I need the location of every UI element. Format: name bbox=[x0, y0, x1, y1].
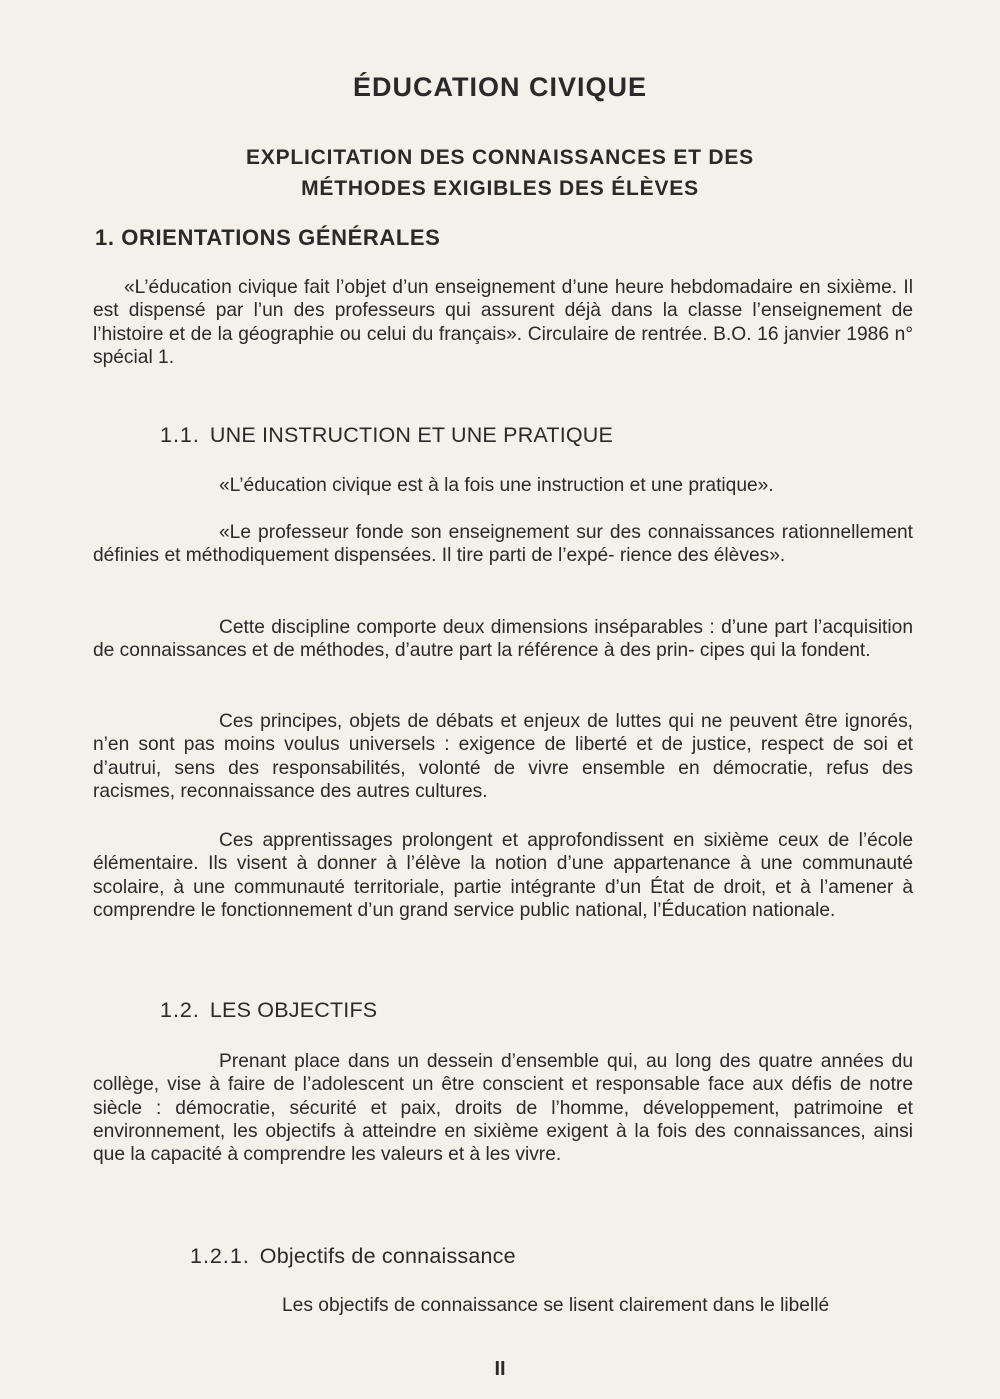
page-number: II bbox=[494, 1358, 506, 1380]
section-1-2-paragraph-1: Prenant place dans un dessein d’ensemble qui, au long des quatre années du collège, vise à faire de l’adolescent un être conscient et responsable face aux défis de notre siècle : démocratie, sécurité et paix, droits de l’homme, développement, patrimoine et environnement, les objectifs à atteindre en sixième exigent à la fois des connaissances, ainsi que la capacité à comprendre les valeurs et à les vivre. bbox=[93, 1051, 913, 1166]
section-1-1-paragraph-5: Ces apprentissages prolongent et approfondissent en sixième ceux de l’école élémentaire. Ils visent à donner à l’élève la notion d’une appartenance à une communauté scolaire, à une communauté territoriale, partie intégrante d’un État de droit, et à l’amener à comprendre le fonctionnement d’un grand service public national, l’Éducation nationale. bbox=[93, 830, 913, 921]
section-1-2-title: LES OBJECTIFS bbox=[209, 998, 378, 1022]
section-1-1-paragraph-2: «Le professeur fonde son enseignement sur des connaissances rationnellement définies et méthodiquement dispensées. Il tire parti de l’expé- rience des élèves». bbox=[93, 522, 913, 567]
section-1-heading: 1. ORIENTATIONS GÉNÉRALES bbox=[95, 225, 441, 250]
subtitle-line-2: MÉTHODES EXIGIBLES DES ÉLÈVES bbox=[301, 177, 699, 200]
document-title: ÉDUCATION CIVIQUE bbox=[352, 72, 647, 102]
section-1-2-heading bbox=[160, 998, 377, 1023]
section-1-2-1-heading bbox=[190, 1244, 516, 1269]
section-1-1-paragraph-1: «L’éducation civique est à la fois une instruction et une pratique». bbox=[219, 475, 774, 496]
section-1-2-1-title: Objectifs de connaissance bbox=[259, 1244, 516, 1268]
section-1-2-1-paragraph-1: Les objectifs de connaissance se lisent clairement dans le libellé bbox=[282, 1295, 830, 1316]
document-subtitle bbox=[0, 142, 1000, 204]
section-1-1-heading bbox=[160, 423, 613, 448]
section-1-2-1-number: 1.2.1. bbox=[190, 1244, 250, 1268]
section-1-intro-paragraph: «L’éducation civique fait l’objet d’un enseignement d’une heure hebdomadaire en sixième. Il est dispensé par l’un des professeurs qui assurent déjà dans la classe l’enseignement de l’histoire et de la géographie ou celui du français». Circulaire de rentrée. B.O. 16 janvier 1986 n° spécial 1. bbox=[93, 277, 913, 368]
subtitle-line-1: EXPLICITATION DES CONNAISSANCES ET DES bbox=[245, 146, 754, 169]
section-1-1-paragraph-4: Ces principes, objets de débats et enjeux de luttes qui ne peuvent être ignorés, n’en sont pas moins voulus universels : exigence de liberté et de justice, respect de soi et d’autrui, sens des responsabilités, volonté de vivre ensemble en démocratie, refus des racismes, reconnaissance des autres cultures. bbox=[93, 711, 913, 802]
section-1-1-title: UNE INSTRUCTION ET UNE PRATIQUE bbox=[209, 423, 614, 447]
section-1-1-paragraph-3: Cette discipline comporte deux dimensions inséparables : d’une part l’acquisition de connaissances et de méthodes, d’autre part la référence à des prin- cipes qui la fondent. bbox=[93, 617, 913, 662]
section-1-1-number: 1.1. bbox=[160, 423, 200, 447]
section-1-2-number: 1.2. bbox=[160, 998, 200, 1022]
